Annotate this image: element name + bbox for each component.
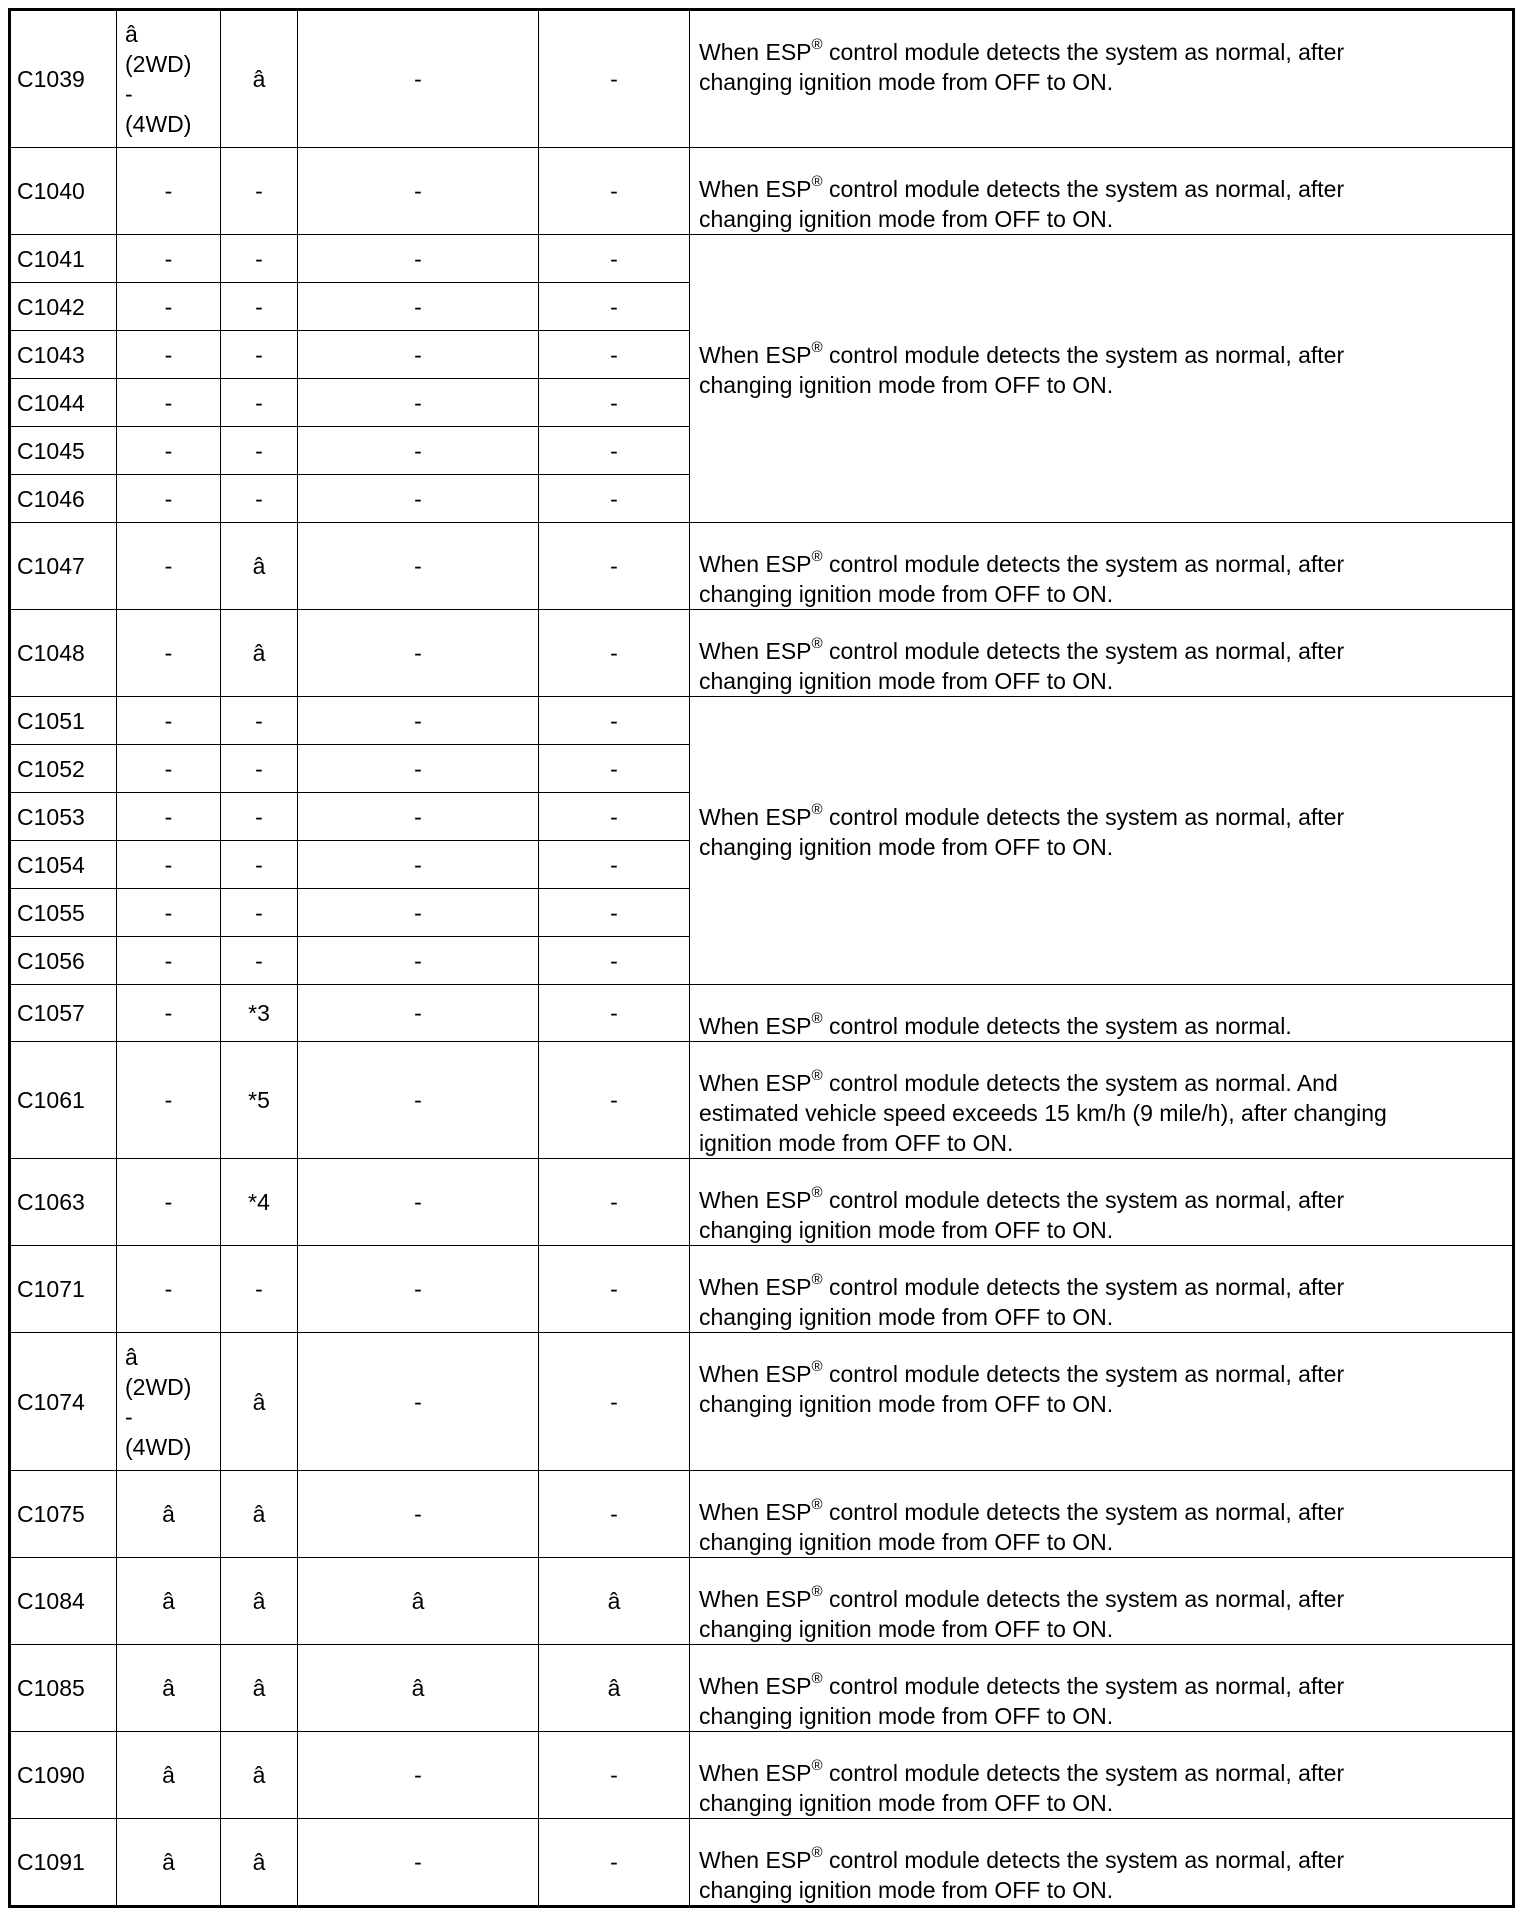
cell-c4: - <box>539 235 690 283</box>
cell-c4: - <box>539 1042 690 1159</box>
cell-c1: - <box>117 937 221 985</box>
cell-c3: - <box>298 697 539 745</box>
cell-c3: - <box>298 841 539 889</box>
cell-c4: - <box>539 889 690 937</box>
cell-c2: - <box>221 697 298 745</box>
description-line: changing ignition mode from OFF to ON. <box>699 1304 1114 1330</box>
registered-mark: ® <box>811 548 823 566</box>
dtc-code: C1053 <box>10 793 117 841</box>
cell-c3: - <box>298 793 539 841</box>
cell-c3: - <box>298 10 539 148</box>
description-text: control module detects the system as normal, after <box>822 1499 1345 1525</box>
dtc-code: C1047 <box>10 523 117 610</box>
cell-c1 <box>117 10 221 148</box>
cell-c4: - <box>539 475 690 523</box>
cell-c3: - <box>298 745 539 793</box>
cell-c1: - <box>117 1246 221 1333</box>
dtc-code: C1085 <box>10 1645 117 1732</box>
cell-c4: - <box>539 841 690 889</box>
dtc-code: C1063 <box>10 1159 117 1246</box>
description-line: changing ignition mode from OFF to ON. <box>699 1790 1114 1816</box>
description-text: When ESP <box>699 1013 812 1039</box>
cell-c2: - <box>221 379 298 427</box>
cell-c3: - <box>298 475 539 523</box>
cell-c1: - <box>117 475 221 523</box>
description-line: estimated vehicle speed exceeds 15 km/h (9 mile/h), after changing <box>699 1100 1387 1126</box>
description-line <box>699 802 1502 832</box>
dtc-code: C1046 <box>10 475 117 523</box>
cell-c2: â <box>221 1819 298 1907</box>
dtc-code: C1061 <box>10 1042 117 1159</box>
table-row <box>10 1471 1514 1558</box>
cell-c4: - <box>539 148 690 235</box>
cell-c3: - <box>298 1159 539 1246</box>
dtc-code: C1048 <box>10 610 117 697</box>
description-text: When ESP <box>699 1847 812 1873</box>
condition-description <box>690 10 1514 148</box>
cell-c4: - <box>539 697 690 745</box>
cell-c1: - <box>117 985 221 1042</box>
dtc-code: C1055 <box>10 889 117 937</box>
cell-c3: - <box>298 1732 539 1819</box>
description-text: When ESP <box>699 1499 812 1525</box>
cell-c2: â <box>221 1471 298 1558</box>
description-line <box>699 174 1502 204</box>
cell-c1: - <box>117 148 221 235</box>
dtc-code: C1041 <box>10 235 117 283</box>
condition-description <box>690 1471 1514 1558</box>
description-line <box>699 1272 1502 1302</box>
description-line: changing ignition mode from OFF to ON. <box>699 206 1114 232</box>
dtc-code: C1039 <box>10 10 117 148</box>
cell-c4: - <box>539 10 690 148</box>
cell-c2: - <box>221 1246 298 1333</box>
description-line <box>699 1497 1502 1527</box>
table-row <box>10 1732 1514 1819</box>
cell-c4: - <box>539 283 690 331</box>
cell-c4: - <box>539 1819 690 1907</box>
cell-c1 <box>117 1333 221 1471</box>
cell-line: â <box>125 21 138 47</box>
cell-c4: - <box>539 610 690 697</box>
cell-c2: *3 <box>221 985 298 1042</box>
cell-c2: - <box>221 148 298 235</box>
cell-c1: - <box>117 1042 221 1159</box>
registered-mark: ® <box>811 36 823 54</box>
cell-line: (4WD) <box>125 111 192 137</box>
description-text: control module detects the system as normal, after <box>822 39 1345 65</box>
dtc-table-body <box>10 10 1514 1907</box>
cell-c1: - <box>117 331 221 379</box>
cell-c4: - <box>539 523 690 610</box>
cell-c2: â <box>221 1645 298 1732</box>
cell-line: (2WD) <box>125 51 192 77</box>
cell-c1: - <box>117 745 221 793</box>
description-text: When ESP <box>699 39 812 65</box>
registered-mark: ® <box>811 173 823 191</box>
cell-c4: â <box>539 1645 690 1732</box>
description-line <box>699 37 1502 67</box>
cell-c2: - <box>221 793 298 841</box>
cell-c3: - <box>298 889 539 937</box>
cell-c4: - <box>539 1246 690 1333</box>
table-row <box>10 1246 1514 1333</box>
description-text: control module detects the system as normal, after <box>822 551 1345 577</box>
cell-c1: - <box>117 889 221 937</box>
cell-c3: - <box>298 1471 539 1558</box>
cell-c2: â <box>221 1732 298 1819</box>
condition-description <box>690 1042 1514 1159</box>
description-text: control module detects the system as normal, after <box>822 1274 1345 1300</box>
condition-description <box>690 697 1514 985</box>
description-text: When ESP <box>699 341 812 368</box>
cell-c2: - <box>221 937 298 985</box>
cell-c2: - <box>221 331 298 379</box>
description-text: When ESP <box>699 1586 812 1612</box>
description-line: changing ignition mode from OFF to ON. <box>699 1703 1114 1729</box>
cell-c3: - <box>298 331 539 379</box>
cell-c4: - <box>539 1333 690 1471</box>
condition-description <box>690 1645 1514 1732</box>
cell-c3: - <box>298 1333 539 1471</box>
cell-c3: - <box>298 1819 539 1907</box>
table-row <box>10 1333 1514 1471</box>
cell-c1: â <box>117 1558 221 1645</box>
description-line <box>699 1359 1502 1389</box>
cell-c1: - <box>117 610 221 697</box>
description-text: When ESP <box>699 638 812 664</box>
cell-c4: - <box>539 1471 690 1558</box>
cell-c4: - <box>539 745 690 793</box>
description-text: When ESP <box>699 1673 812 1699</box>
condition-description <box>690 1246 1514 1333</box>
description-line <box>699 1185 1502 1215</box>
cell-c1: â <box>117 1645 221 1732</box>
registered-mark: ® <box>811 800 823 818</box>
description-line <box>699 1845 1502 1875</box>
description-line: changing ignition mode from OFF to ON. <box>699 1529 1114 1555</box>
cell-c2: *4 <box>221 1159 298 1246</box>
cell-c2: *5 <box>221 1042 298 1159</box>
table-row <box>10 148 1514 235</box>
table-row <box>10 985 1514 1042</box>
cell-line: (2WD) <box>125 1373 192 1400</box>
registered-mark: ® <box>811 1670 823 1688</box>
cell-c4: - <box>539 985 690 1042</box>
cell-c2: - <box>221 889 298 937</box>
condition-description <box>690 985 1514 1042</box>
description-line: changing ignition mode from OFF to ON. <box>699 581 1114 607</box>
cell-c3: - <box>298 1246 539 1333</box>
cell-c3: â <box>298 1558 539 1645</box>
description-line: changing ignition mode from OFF to ON. <box>699 668 1114 694</box>
description-text: control module detects the system as normal. <box>822 1013 1292 1039</box>
dtc-code: C1075 <box>10 1471 117 1558</box>
table-row <box>10 697 1514 745</box>
description-text: control module detects the system as normal, after <box>822 803 1345 830</box>
cell-c4: - <box>539 331 690 379</box>
cell-c3: â <box>298 1645 539 1732</box>
cell-c3: - <box>298 379 539 427</box>
cell-c2: - <box>221 475 298 523</box>
registered-mark: ® <box>811 1010 823 1028</box>
dtc-code: C1057 <box>10 985 117 1042</box>
cell-c4: - <box>539 427 690 475</box>
cell-c3: - <box>298 283 539 331</box>
description-line <box>699 549 1502 579</box>
dtc-code: C1043 <box>10 331 117 379</box>
description-text: control module detects the system as normal, after <box>822 638 1345 664</box>
registered-mark: ® <box>811 1583 823 1601</box>
description-text: When ESP <box>699 551 812 577</box>
description-line <box>699 1584 1502 1614</box>
registered-mark: ® <box>811 1844 823 1862</box>
cell-c1: â <box>117 1471 221 1558</box>
description-text: When ESP <box>699 803 812 830</box>
cell-c4: - <box>539 937 690 985</box>
description-text: When ESP <box>699 1274 812 1300</box>
cell-c4: - <box>539 379 690 427</box>
cell-c4: - <box>539 1159 690 1246</box>
description-text: control module detects the system as normal, after <box>822 1187 1345 1213</box>
table-row <box>10 10 1514 148</box>
table-row <box>10 1042 1514 1159</box>
table-row <box>10 1558 1514 1645</box>
cell-c2: - <box>221 283 298 331</box>
cell-c2: - <box>221 235 298 283</box>
registered-mark: ® <box>811 1184 823 1202</box>
cell-line: - <box>125 1403 133 1430</box>
cell-c3: - <box>298 985 539 1042</box>
description-text: control module detects the system as normal, after <box>822 1847 1345 1873</box>
condition-description <box>690 148 1514 235</box>
condition-description <box>690 1159 1514 1246</box>
description-text: When ESP <box>699 1070 812 1096</box>
condition-description <box>690 1333 1514 1471</box>
condition-description <box>690 1732 1514 1819</box>
dtc-code: C1071 <box>10 1246 117 1333</box>
cell-line: (4WD) <box>125 1433 192 1460</box>
cell-c2: - <box>221 427 298 475</box>
dtc-code: C1054 <box>10 841 117 889</box>
dtc-code: C1091 <box>10 1819 117 1907</box>
dtc-code: C1051 <box>10 697 117 745</box>
cell-c2: â <box>221 10 298 148</box>
cell-c4: - <box>539 1732 690 1819</box>
cell-c2: - <box>221 745 298 793</box>
description-text: When ESP <box>699 176 812 202</box>
description-line <box>699 340 1502 370</box>
condition-description <box>690 1558 1514 1645</box>
cell-c3: - <box>298 937 539 985</box>
cell-c1: â <box>117 1819 221 1907</box>
cell-c2: â <box>221 1558 298 1645</box>
cell-c2: - <box>221 841 298 889</box>
description-line: ignition mode from OFF to ON. <box>699 1130 1014 1156</box>
cell-c1: - <box>117 793 221 841</box>
dtc-table <box>8 8 1515 1908</box>
description-text: When ESP <box>699 1760 812 1786</box>
cell-c1: â <box>117 1732 221 1819</box>
cell-c4: - <box>539 793 690 841</box>
cell-c3: - <box>298 148 539 235</box>
dtc-code: C1045 <box>10 427 117 475</box>
cell-c3: - <box>298 427 539 475</box>
cell-c1: - <box>117 283 221 331</box>
description-text: control module detects the system as normal, after <box>822 341 1345 368</box>
cell-c1: - <box>117 427 221 475</box>
dtc-code: C1042 <box>10 283 117 331</box>
description-line: changing ignition mode from OFF to ON. <box>699 833 1114 860</box>
cell-c2: â <box>221 610 298 697</box>
dtc-code: C1040 <box>10 148 117 235</box>
dtc-code: C1052 <box>10 745 117 793</box>
cell-c2: â <box>221 1333 298 1471</box>
description-text: When ESP <box>699 1187 812 1213</box>
registered-mark: ® <box>811 1358 823 1376</box>
cell-c1: - <box>117 841 221 889</box>
description-text: control module detects the system as normal, after <box>822 1760 1345 1786</box>
description-text: control module detects the system as normal, after <box>822 176 1345 202</box>
table-row <box>10 523 1514 610</box>
description-line: changing ignition mode from OFF to ON. <box>699 1616 1114 1642</box>
description-text: control module detects the system as normal. And <box>822 1070 1338 1096</box>
description-line <box>699 1011 1502 1041</box>
registered-mark: ® <box>811 338 823 356</box>
description-line: changing ignition mode from OFF to ON. <box>699 1877 1114 1903</box>
dtc-code: C1074 <box>10 1333 117 1471</box>
condition-description <box>690 610 1514 697</box>
cell-c1: - <box>117 379 221 427</box>
description-line <box>699 1068 1502 1098</box>
registered-mark: ® <box>811 1271 823 1289</box>
description-line <box>699 1758 1502 1788</box>
registered-mark: ® <box>811 1496 823 1514</box>
description-text: control module detects the system as normal, after <box>822 1361 1345 1387</box>
condition-description <box>690 235 1514 523</box>
description-line: changing ignition mode from OFF to ON. <box>699 1391 1114 1417</box>
table-row <box>10 1159 1514 1246</box>
cell-c3: - <box>298 523 539 610</box>
registered-mark: ® <box>811 1757 823 1775</box>
cell-c3: - <box>298 235 539 283</box>
description-text: When ESP <box>699 1361 812 1387</box>
cell-c1: - <box>117 1159 221 1246</box>
dtc-code: C1090 <box>10 1732 117 1819</box>
cell-c3: - <box>298 1042 539 1159</box>
cell-c1: - <box>117 697 221 745</box>
dtc-code: C1084 <box>10 1558 117 1645</box>
cell-c1: - <box>117 523 221 610</box>
table-row <box>10 610 1514 697</box>
table-row <box>10 235 1514 283</box>
description-text: control module detects the system as normal, after <box>822 1673 1345 1699</box>
dtc-code: C1056 <box>10 937 117 985</box>
description-text: control module detects the system as normal, after <box>822 1586 1345 1612</box>
registered-mark: ® <box>811 1067 823 1085</box>
cell-c1: - <box>117 235 221 283</box>
dtc-code: C1044 <box>10 379 117 427</box>
cell-line: - <box>125 81 133 107</box>
table-row <box>10 1645 1514 1732</box>
description-line: changing ignition mode from OFF to ON. <box>699 69 1114 95</box>
description-line: changing ignition mode from OFF to ON. <box>699 1217 1114 1243</box>
description-line <box>699 1671 1502 1701</box>
description-line <box>699 636 1502 666</box>
cell-c3: - <box>298 610 539 697</box>
cell-c2: â <box>221 523 298 610</box>
cell-c4: â <box>539 1558 690 1645</box>
registered-mark: ® <box>811 635 823 653</box>
condition-description <box>690 523 1514 610</box>
description-line: changing ignition mode from OFF to ON. <box>699 371 1114 398</box>
cell-line: â <box>125 1343 138 1370</box>
